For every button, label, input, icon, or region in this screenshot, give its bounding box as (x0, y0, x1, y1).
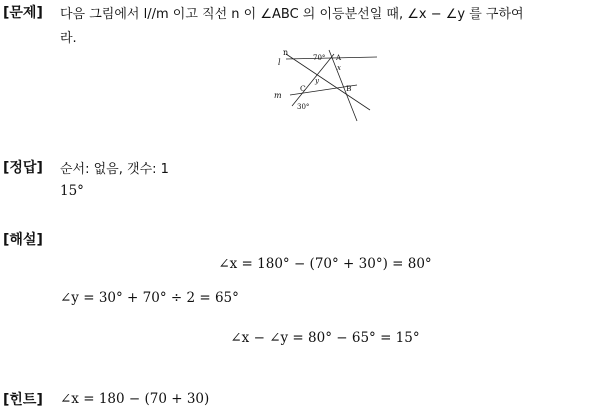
explanation-eq3: ∠x − ∠y = 80° − 65° = 15° (230, 330, 420, 346)
figure-label-30: 30° (297, 103, 310, 111)
answer-label: [정답] (3, 160, 43, 176)
problem-label: [문제] (3, 5, 43, 21)
explanation-eq2: ∠y = 30° + 70° ÷ 2 = 65° (60, 290, 239, 306)
answer-value: 15° (60, 183, 84, 199)
explanation-label: [해설] (3, 232, 43, 248)
figure-label-x: x (337, 64, 341, 72)
line-n (286, 54, 370, 110)
figure-label-A: A (336, 54, 342, 62)
hint-label: [힌트] (3, 392, 43, 408)
figure-label-n: n (283, 48, 289, 57)
figure-label-70: 70° (313, 54, 326, 62)
explanation-eq1: ∠x = 180° − (70° + 30°) = 80° (218, 256, 432, 272)
answer-text: 순서: 없음, 갯수: 1 (60, 162, 169, 177)
figure-label-C: C (300, 84, 306, 93)
figure-label-B: B (346, 84, 352, 93)
figure-label-l: l (278, 58, 281, 67)
figure-label-y: y (315, 77, 319, 85)
geometry-figure (272, 48, 382, 124)
hint-text: ∠x = 180 − (70 + 30) (60, 391, 210, 407)
problem-text-line1: 다음 그림에서 l//m 이고 직선 n 이 ∠ABC 의 이등분선일 때, ∠x − ∠y 를 구하여 (60, 7, 524, 22)
figure-label-m: m (274, 91, 282, 100)
problem-text-line2: 라. (60, 31, 77, 46)
